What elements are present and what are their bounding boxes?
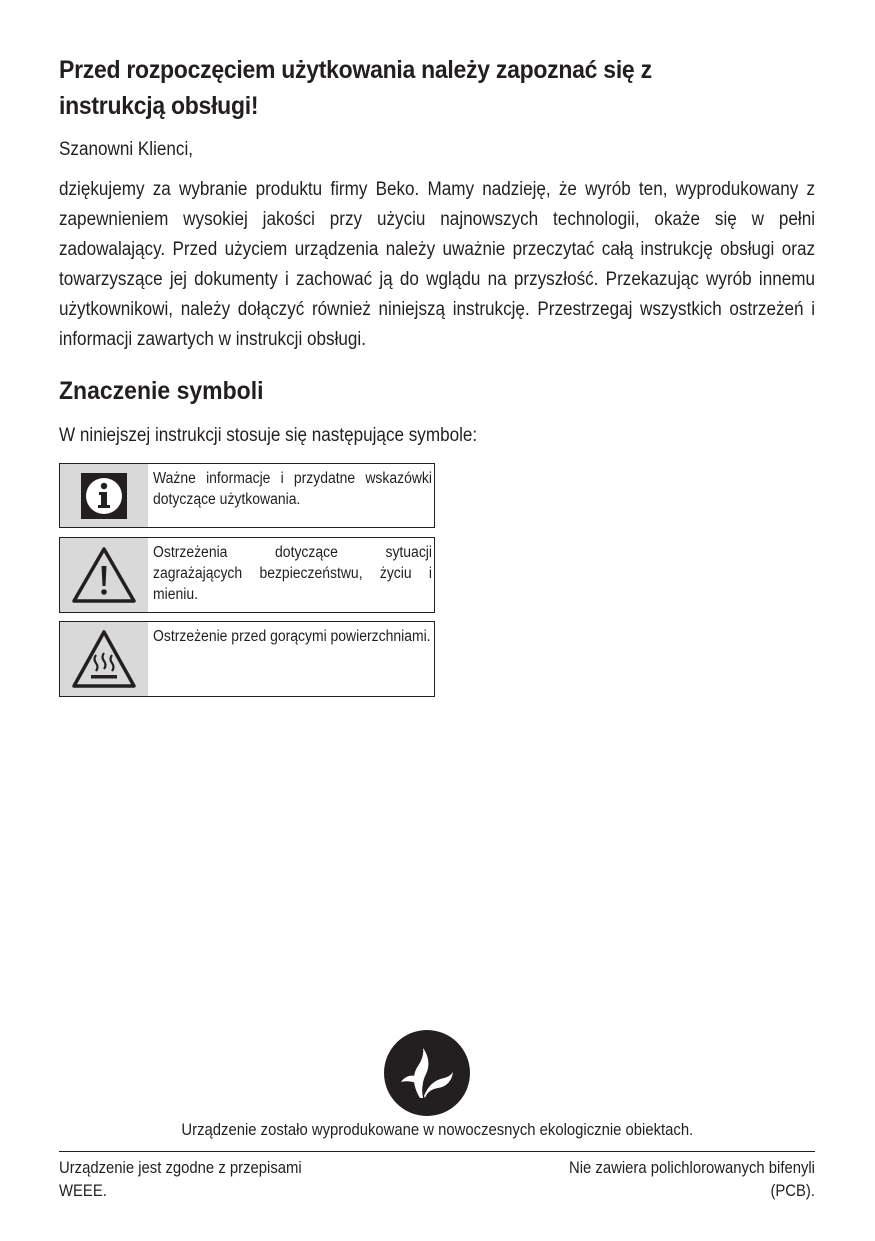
symbol-hot-surface-text: Ostrzeżenie przed gorącymi powierzchniami. [153,628,431,645]
leaf-icon [384,1030,470,1116]
hot-surface-icon [60,622,148,696]
symbol-hot-surface-box [59,621,435,697]
page-title: Przed rozpoczęciem użytkowania należy zapoznać się z instrukcją obsługi! [59,56,652,120]
symbols-heading: Znaczenie symboli [59,377,264,405]
eco-caption: Urządzenie zostało wyprodukowane w nowoczesnych ekologicznie obiektach. [181,1121,694,1139]
weee-compliance-note: Urządzenie jest zgodne z przepisami WEEE. [59,1159,302,1200]
footer-divider [59,1151,815,1152]
info-icon [60,464,148,527]
intro-paragraph: dziękujemy za wybranie produktu firmy Beko. Mamy nadzieję, że wyrób ten, wyprodukowany z zapewnieniem wysokiej jakości przy użyciu najnowszych technologii, okaże się w pełni zadowalający. Przed użyciem urządzenia należy uważnie przeczytać całą instrukcję obsługi oraz towarzyszące jej dokumenty i zachować ją do wglądu na przyszłość. Przekazując wyrób innemu użytkownikowi, należy dołączyć również niniejszą instrukcję. Przestrzegaj wszystkich ostrzeżeń i informacji zawartych w instrukcji obsługi. [59,179,815,350]
symbol-warning-box [59,537,435,613]
warning-icon [60,538,148,612]
symbol-info-box [59,463,435,528]
symbol-info-text: Ważne informacje i przydatne wskazówki dotyczące użytkowania. [153,470,432,508]
greeting: Szanowni Klienci, [59,139,194,160]
symbol-warning-text: Ostrzeżenia dotyczące sytuacji zagrażających bezpieczeństwu, życiu i mieniu. [153,544,432,603]
pcb-note: Nie zawiera polichlorowanych bifenyli (PCB). [569,1159,815,1200]
symbols-intro: W niniejszej instrukcji stosuje się następujące symbole: [59,425,478,446]
